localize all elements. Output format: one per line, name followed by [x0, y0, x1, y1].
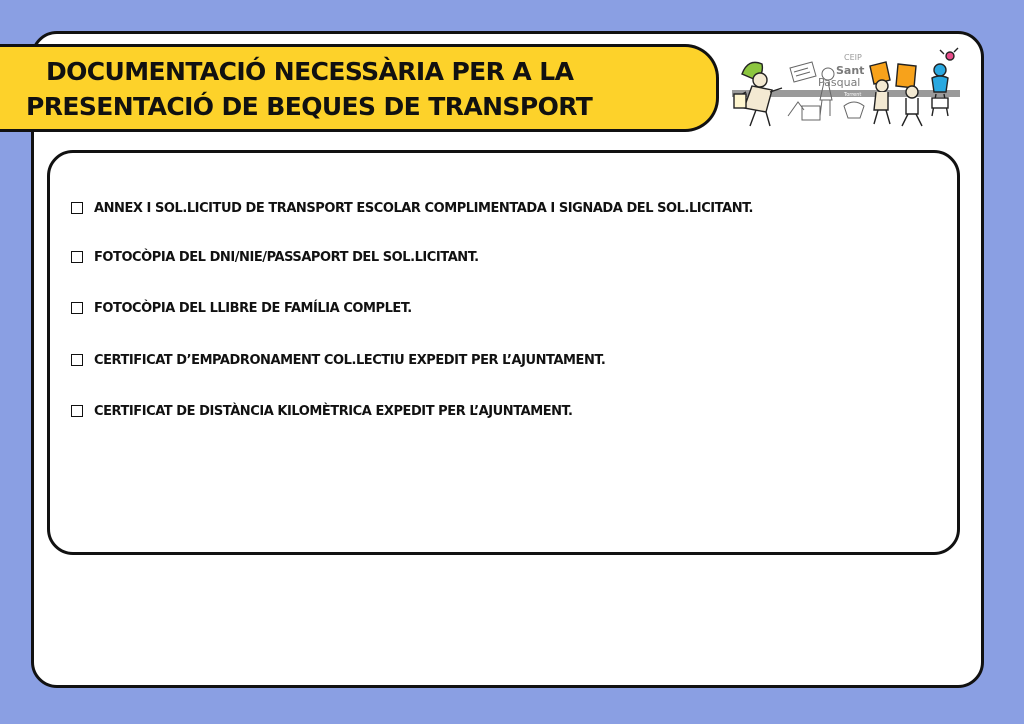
checkbox-icon[interactable] — [71, 251, 83, 263]
documents-list-box — [47, 150, 960, 555]
document-item-empadronament[interactable] — [71, 350, 605, 370]
document-item-llibre-familia[interactable] — [71, 298, 412, 318]
document-item-dni[interactable] — [71, 247, 479, 267]
title-banner — [0, 44, 719, 132]
logo-text-sant: Sant — [836, 64, 865, 77]
document-item-annex[interactable] — [71, 198, 753, 218]
logo-text-torrent: Torrent — [844, 92, 862, 98]
logo-text-ceip: CEIP — [844, 53, 862, 62]
checkbox-icon[interactable] — [71, 202, 83, 214]
checkbox-icon[interactable] — [71, 405, 83, 417]
document-item-label: CERTIFICAT DE DISTÀNCIA KILOMÈTRICA EXPEDIT PER L’AJUNTAMENT. — [94, 403, 573, 419]
document-item-label: FOTOCÒPIA DEL LLIBRE DE FAMÍLIA COMPLET. — [94, 300, 412, 316]
title-line-2: PRESENTACIÓ DE BEQUES DE TRANSPORT — [26, 92, 593, 121]
document-item-label: ANNEX I SOL.LICITUD DE TRANSPORT ESCOLAR COMPLIMENTADA I SIGNADA DEL SOL.LICITANT. — [94, 200, 754, 216]
document-item-label: FOTOCÒPIA DEL DNI/NIE/PASSAPORT DEL SOL.LICITANT. — [94, 249, 479, 265]
document-item-label: CERTIFICAT D’EMPADRONAMENT COL.LECTIU EXPEDIT PER L’AJUNTAMENT. — [94, 352, 606, 368]
checkbox-icon[interactable] — [71, 354, 83, 366]
school-logo — [732, 46, 960, 136]
logo-figures-right-icon — [870, 48, 958, 126]
logo-text-pasqual: Pasqual — [818, 76, 861, 89]
checkbox-icon[interactable] — [71, 302, 83, 314]
title-line-1: DOCUMENTACIÓ NECESSÀRIA PER A LA — [46, 57, 574, 86]
document-item-distancia[interactable] — [71, 401, 573, 421]
